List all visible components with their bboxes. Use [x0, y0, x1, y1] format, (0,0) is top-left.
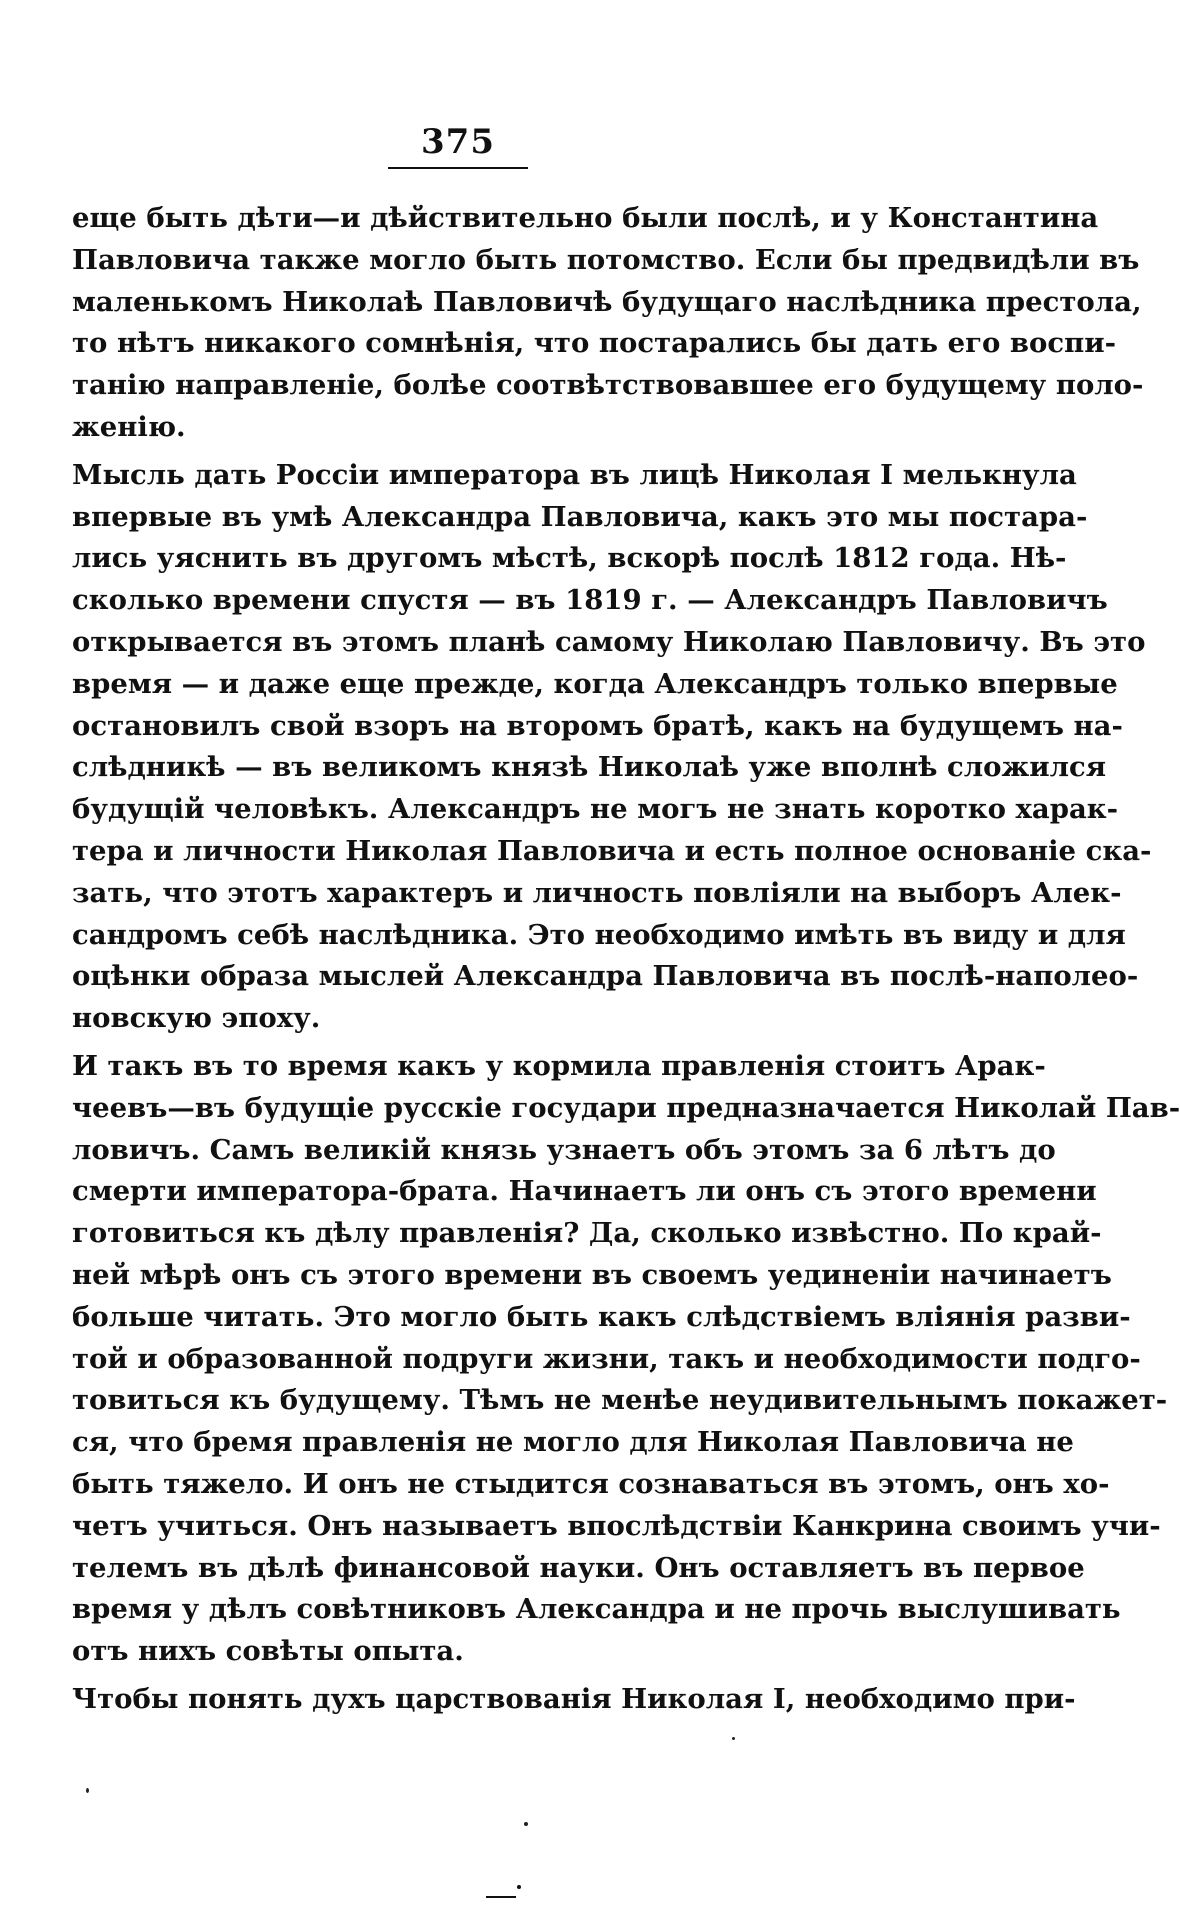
text-line: больше читать. Это могло быть какъ слѣдствіемъ вліянія разви-	[72, 1300, 1131, 1333]
text-line: телемъ въ дѣлѣ финансовой науки. Онъ оставляетъ въ первое	[72, 1551, 1085, 1584]
text-line: чеевъ—въ будущіе русскіе государи предназначается Николай Пав-	[72, 1091, 1180, 1124]
text-line: остановилъ свой взоръ на второмъ братѣ, какъ на будущемъ на-	[72, 709, 1123, 742]
text-line: четъ учиться. Онъ называетъ впослѣдствіи Канкрина своимъ учи-	[72, 1509, 1161, 1542]
text-line: танію направленіе, болѣе соотвѣтствовавшее его будущему поло-	[72, 369, 1144, 402]
text-line: товиться къ будущему. Тѣмъ не менѣе неудивительнымъ покажет-	[72, 1384, 1168, 1417]
text-line: лись уяснить въ другомъ мѣстѣ, вскорѣ послѣ 1812 года. Нѣ-	[72, 542, 1067, 575]
text-line: ся, что бремя правленія не могло для Николая Павловича не	[72, 1426, 1074, 1459]
page-number-rule	[388, 167, 528, 169]
text-line: время у дѣлъ совѣтниковъ Александра и не прочь выслушивать	[72, 1593, 1121, 1626]
text-line: открывается въ этомъ планѣ самому Николаю Павловичу. Въ это	[72, 625, 1146, 658]
text-line: впервые въ умѣ Александра Павловича, какъ это мы постара-	[72, 500, 1088, 533]
page-number: 375	[421, 122, 495, 162]
text-line: новскую эпоху.	[72, 1002, 321, 1035]
scan-speck	[524, 1822, 528, 1826]
text-line: время — и даже еще прежде, когда Александръ только впервые	[72, 667, 1118, 700]
text-line: то нѣтъ никакого сомнѣнія, что постарались бы дать его воспи-	[72, 327, 1117, 360]
text-line: сколько времени спустя — въ 1819 г. — Александръ Павловичъ	[72, 584, 1108, 617]
scan-speck	[732, 1737, 735, 1740]
text-line: готовиться къ дѣлу правленія? Да, сколько извѣстно. По край-	[72, 1217, 1102, 1250]
text-line: Павловича также могло быть потомство. Если бы предвидѣли въ	[72, 243, 1140, 276]
text-line: отъ нихъ совѣты опыта.	[72, 1635, 464, 1668]
text-line: ловичъ. Самъ великій князь узнаетъ объ этомъ за 6 лѣтъ до	[72, 1133, 1056, 1166]
text-line: Мысль дать Россіи императора въ лицѣ Николая I мелькнула	[72, 458, 1077, 491]
text-line: сандромъ себѣ наслѣдника. Это необходимо имѣть въ виду и для	[72, 918, 1126, 951]
text-line: тера и личности Николая Павловича и есть полное основаніе ска-	[72, 834, 1152, 867]
text-line: будущій человѣкъ. Александръ не могъ не знать коротко харак-	[72, 793, 1119, 826]
scan-speck	[86, 1788, 89, 1793]
text-line: оцѣнки образа мыслей Александра Павловича въ послѣ-наполео-	[72, 960, 1139, 993]
text-line: быть тяжело. И онъ не стыдится сознаваться въ этомъ, онъ хо-	[72, 1467, 1110, 1500]
text-line: И такъ въ то время какъ у кормила правленія стоитъ Арак-	[72, 1049, 1046, 1082]
text-line: той и образованной подруги жизни, такъ и необходимости подго-	[72, 1342, 1141, 1375]
text-line: Чтобы понять духъ царствованія Николая I, необходимо при-	[72, 1682, 1076, 1715]
text-line: женію.	[72, 410, 186, 443]
text-line: зать, что этотъ характеръ и личность повліяли на выборъ Алек-	[72, 876, 1122, 909]
body-text	[72, 198, 1180, 1721]
text-line: маленькомъ Николаѣ Павловичѣ будущаго наслѣдника престола,	[72, 285, 1142, 318]
text-line: ней мѣрѣ онъ съ этого времени въ своемъ уединеніи начинаетъ	[72, 1258, 1112, 1291]
text-line: еще быть дѣти—и дѣйствительно были послѣ, и у Константина	[72, 202, 1099, 234]
text-line: слѣдникѣ — въ великомъ князѣ Николаѣ уже вполнѣ сложился	[72, 751, 1107, 784]
scan-speck	[517, 1885, 521, 1889]
text-line: смерти императора-брата. Начинаетъ ли онъ съ этого времени	[72, 1175, 1097, 1208]
bottom-rule	[486, 1896, 516, 1898]
